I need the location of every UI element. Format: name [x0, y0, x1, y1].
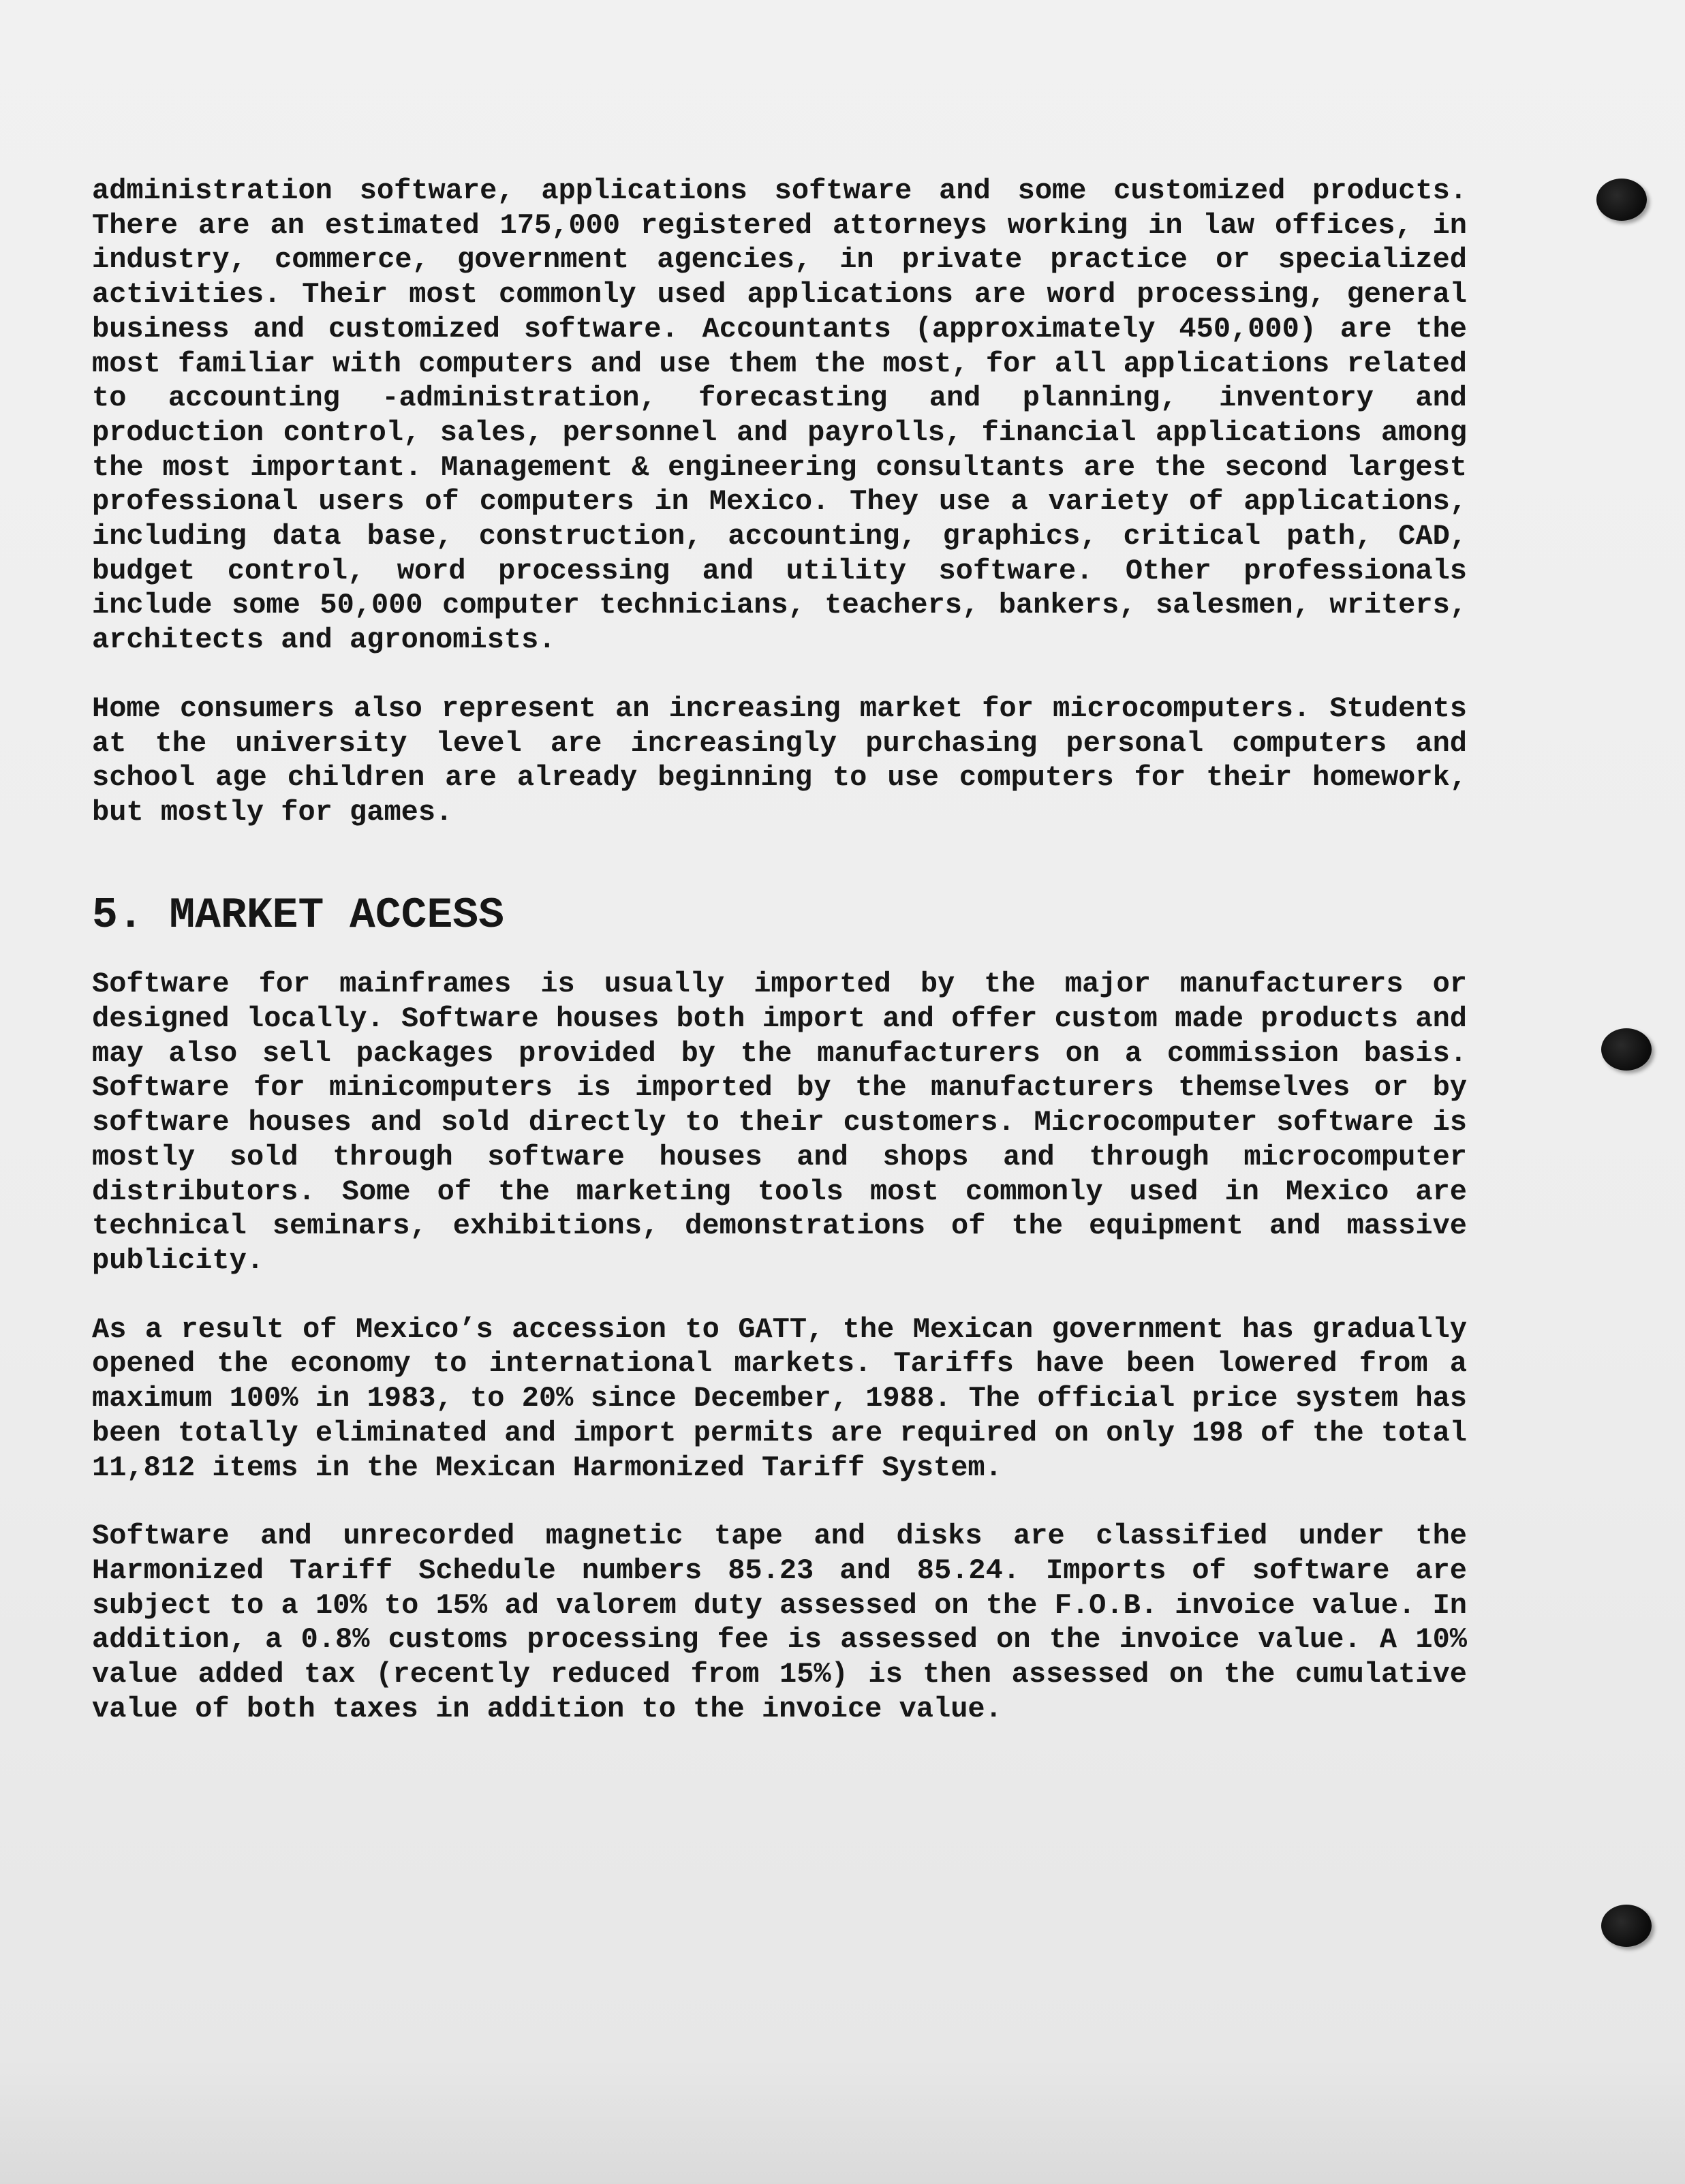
paragraph-home-consumers: Home consumers also represent an increasing market for microcomputers. Students at the university level are increasingly purchasing personal computers and school age children are already beginning to use computers for their homework, but mostly for games. — [92, 692, 1467, 829]
punch-hole-bottom — [1601, 1905, 1652, 1947]
document-body — [92, 174, 1467, 1726]
paragraph-software-distribution: Software for mainframes is usually imported by the major manufacturers or designed locally. Software houses both import and offer custom made products and may also sell packages provided by the manufacturers on a commission basis. Software for minicomputers is imported by the manufacturers themselves or by software houses and sold directly to their customers. Microcomputer software is mostly sold through software houses and shops and through microcomputer distributors. Some of the marketing tools most commonly used in Mexico are technical seminars, exhibitions, demonstrations of the equipment and massive publicity. — [92, 968, 1467, 1277]
paragraph-tariff-classification: Software and unrecorded magnetic tape and disks are classified under the Harmonized Tariff Schedule numbers 85.23 and 85.24. Imports of software are subject to a 10% to 15% ad valorem duty assessed on the F.O.B. invoice value. In addition, a 0.8% customs processing fee is assessed on the invoice value. A 10% value added tax (recently reduced from 15%) is then assessed on the cumulative value of both taxes in addition to the invoice value. — [92, 1520, 1467, 1725]
page-bottom-shadow — [0, 2058, 1685, 2184]
punch-hole-top — [1596, 179, 1647, 221]
section-heading-market-access: 5. MARKET ACCESS — [92, 891, 504, 940]
punch-hole-middle — [1601, 1028, 1652, 1071]
paragraph-gatt-accession: As a result of Mexico’s accession to GATT, the Mexican government has gradually opened the economy to international markets. Tariffs have been lowered from a maximum 100% in 1983, to 20% since December, 1988. The official price system has been totally eliminated and import permits are required on only 198 of the total 11,812 items in the Mexican Harmonized Tariff System. — [92, 1312, 1467, 1484]
paragraph-professional-users: administration software, applications software and some customized products. There are an estimated 175,000 registered attorneys working in law offices, in industry, commerce, government agencies, in private practice or specialized activities. Their most commonly used applications are word processing, general business and customized software. Accountants (approximately 450,000) are the most familiar with computers and use them the most, for all applications related to accounting -administration, forecasting and planning, inventory and production control, sales, personnel and payrolls, financial applications among the most important. Management & engineering consultants are the second largest professional users of computers in Mexico. They use a variety of applications, including data base, construction, accounting, graphics, critical path, CAD, budget control, word processing and utility software. Other professionals include some 50,000 computer technicians, teachers, bankers, salesmen, writers, architects and agronomists. — [92, 174, 1467, 657]
